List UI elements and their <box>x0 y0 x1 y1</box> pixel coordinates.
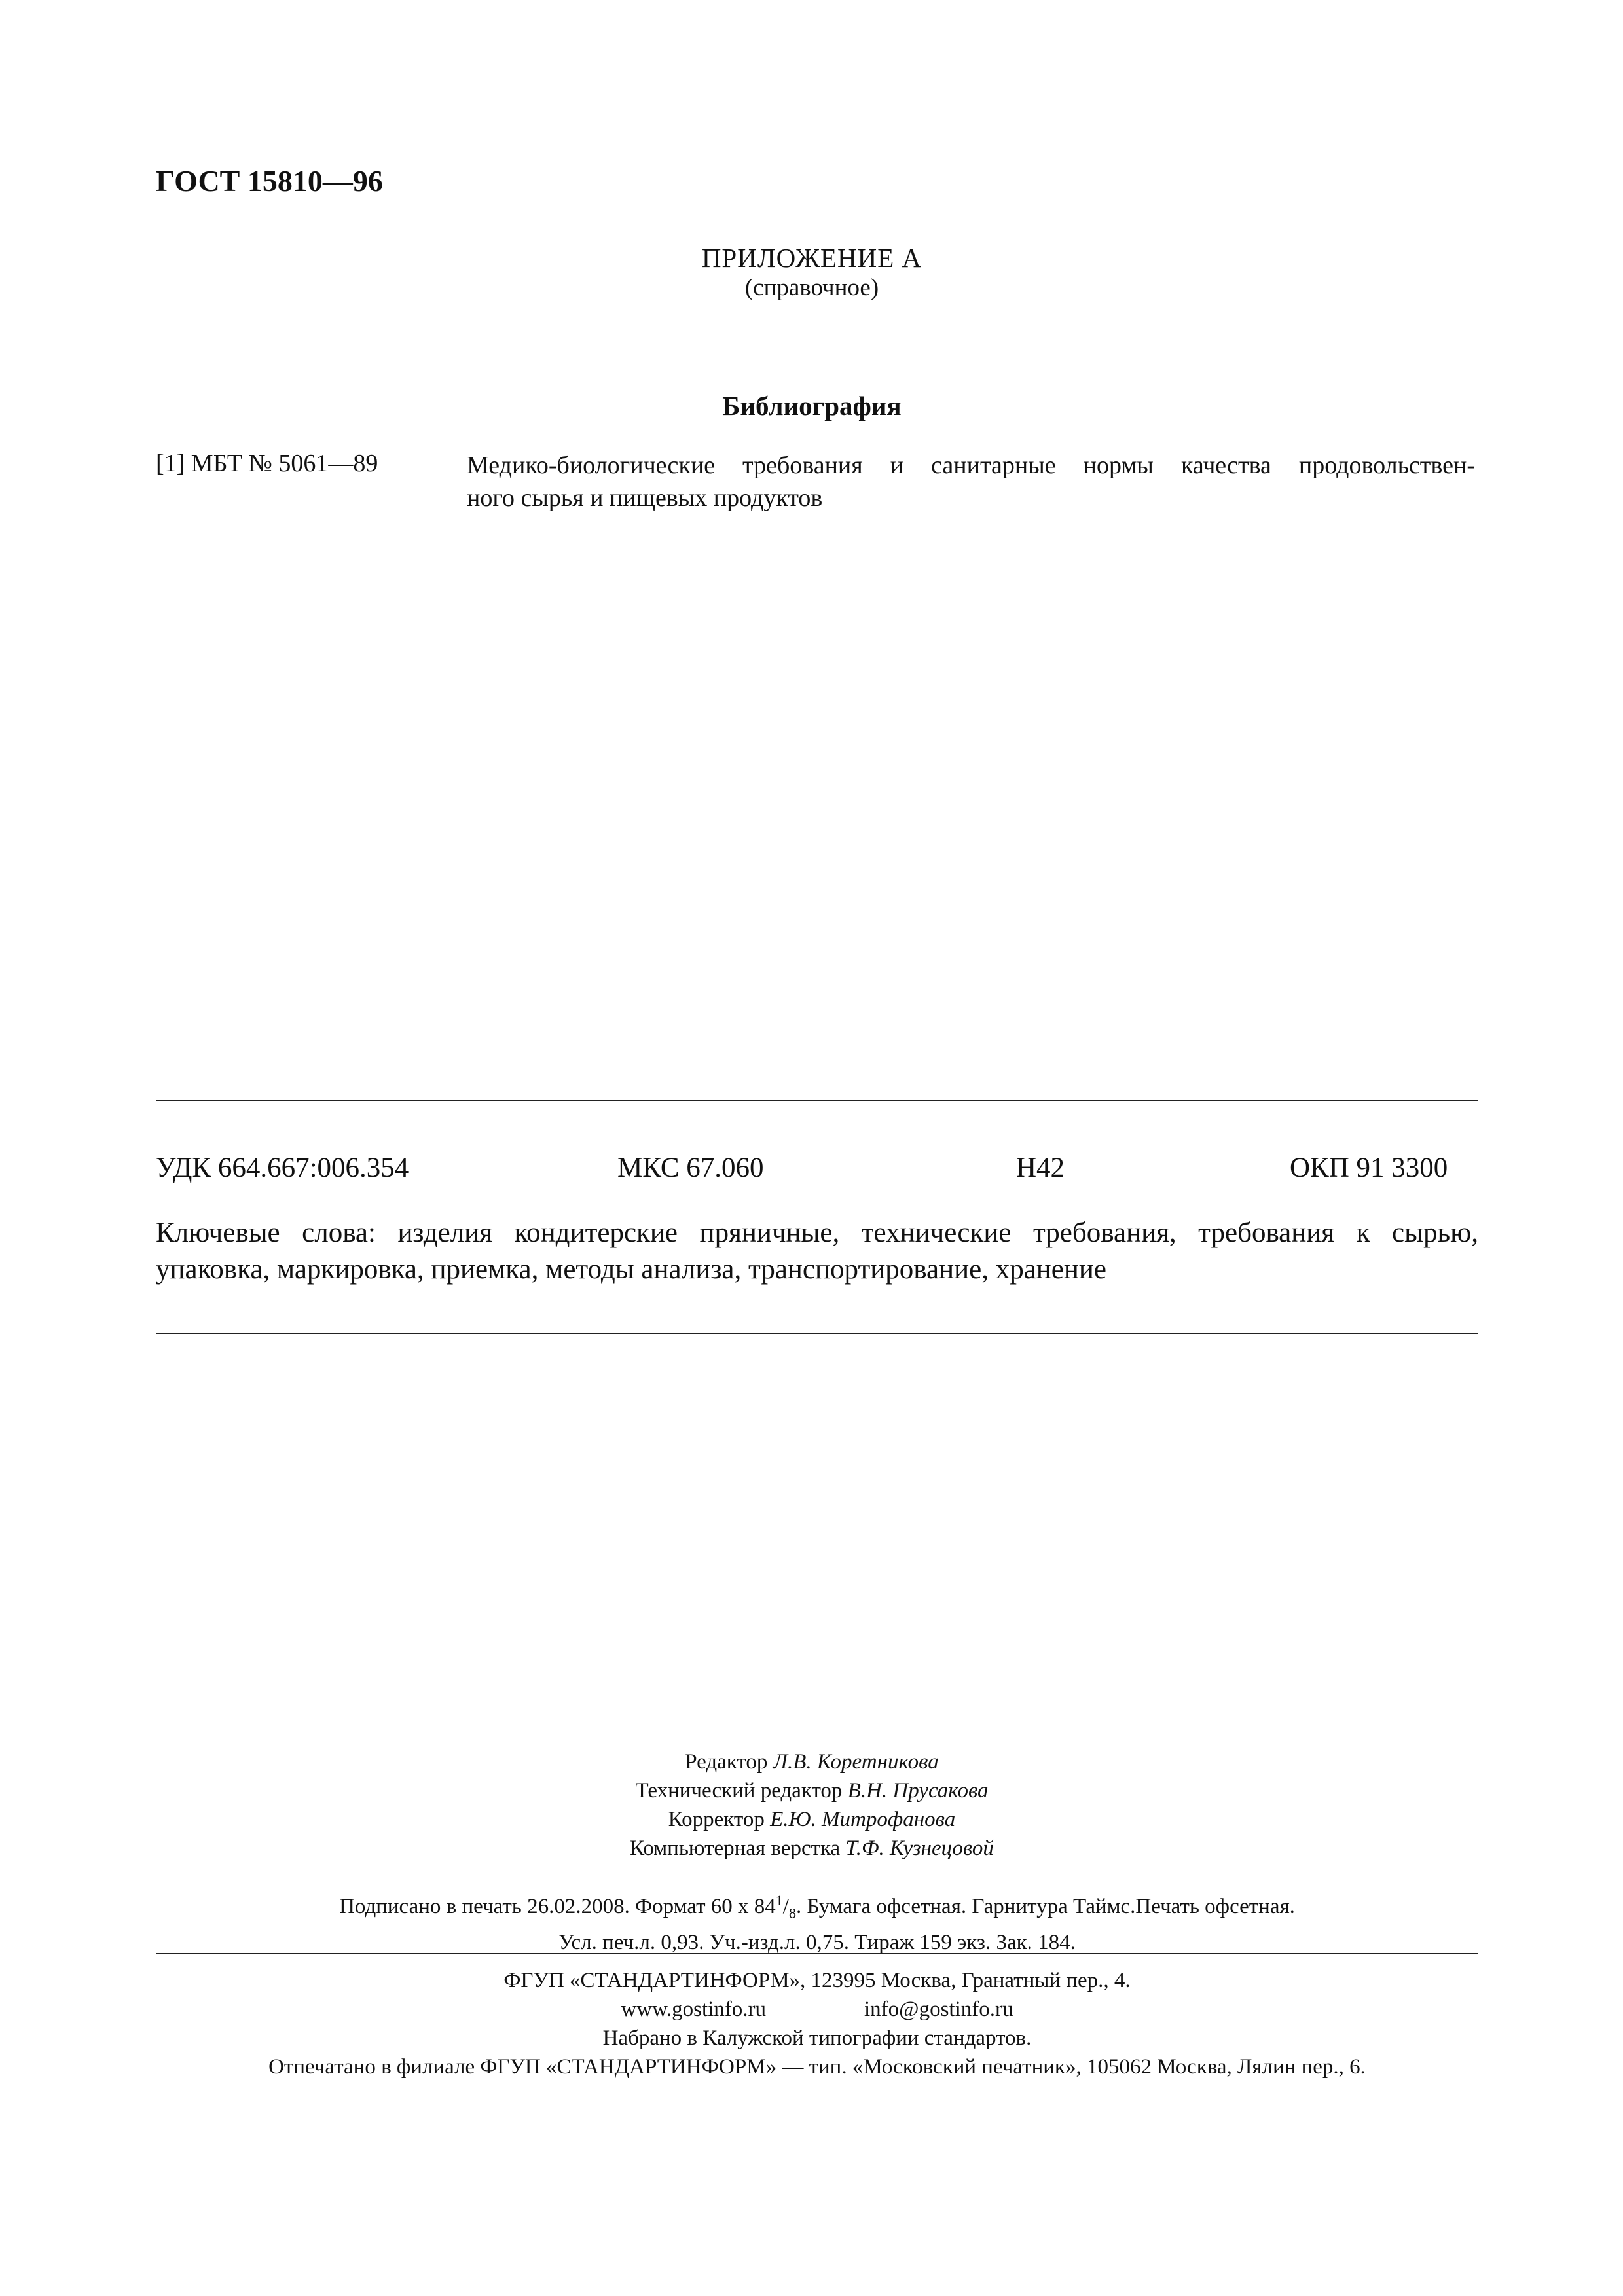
group-code: Н42 <box>1016 1153 1065 1183</box>
reference-text-line-1: Медико-биологические требования и санитарные нормы качества продовольствен- <box>467 452 1475 479</box>
publisher-address: ФГУП «СТАНДАРТИНФОРМ», 123995 Москва, Гранатный пер., 4. <box>503 1969 1131 1992</box>
divider-bottom <box>156 1953 1478 1954</box>
print-info <box>156 1886 1478 1957</box>
credit-tech-editor: Технический редактор В.Н. Прусакова <box>635 1779 989 1803</box>
okp-code: ОКП 91 3300 <box>1290 1153 1448 1183</box>
credit-proofreader: Корректор Е.Ю. Митрофанова <box>668 1808 956 1831</box>
keywords-line-1: Ключевые слова: изделия кондитерские пряничные, технические требования, требования к сырью, <box>156 1217 1478 1248</box>
typesetting-note: Набрано в Калужской типографии стандартов. <box>602 2026 1032 2050</box>
divider-top <box>156 1100 1478 1101</box>
credits-block <box>354 1748 1270 1863</box>
publisher-website[interactable]: www.gostinfo.ru <box>621 1998 767 2021</box>
publisher-contacts <box>156 1995 1478 2024</box>
divider-middle <box>156 1333 1478 1334</box>
reference-label: [1] МБТ № 5061—89 <box>156 450 378 477</box>
credit-editor: Редактор Л.В. Коретникова <box>685 1750 939 1774</box>
printing-note: Отпечатано в филиале ФГУП «СТАНДАРТИНФОРМ» — тип. «Московский печатник», 105062 Москва, Лялин пер., 6. <box>268 2055 1366 2079</box>
print-info-line-1: Подписано в печать 26.02.2008. Формат 60 x $84^1/_8$. Бумага офсетная. Гарнитура Таймс.Печать офсетная. <box>339 1892 1295 1922</box>
bibliography-heading: Библиография <box>722 391 902 421</box>
credit-layout: Компьютерная верстка Т.Ф. Кузнецовой <box>630 1837 994 1860</box>
publisher-block <box>156 1966 1478 2081</box>
document-code: ГОСТ 15810—96 <box>156 164 383 198</box>
reference-text-line-2: ного сырья и пищевых продуктов <box>467 484 823 512</box>
reference-text <box>467 449 1475 514</box>
appendix-subtitle: (справочное) <box>744 274 879 301</box>
appendix-title: ПРИЛОЖЕНИЕ А <box>701 243 922 273</box>
keywords <box>156 1215 1478 1288</box>
print-info-line-2: Усл. печ.л. 0,93. Уч.-изд.л. 0,75. Тираж 159 экз. Зак. 184. <box>558 1930 1076 1954</box>
udk-code: УДК 664.667:006.354 <box>156 1153 409 1183</box>
keywords-line-2: упаковка, маркировка, приемка, методы анализа, транспортирование, хранение <box>156 1254 1106 1285</box>
publisher-email[interactable]: info@gostinfo.ru <box>864 1998 1013 2021</box>
mks-code: МКС 67.060 <box>617 1153 764 1183</box>
